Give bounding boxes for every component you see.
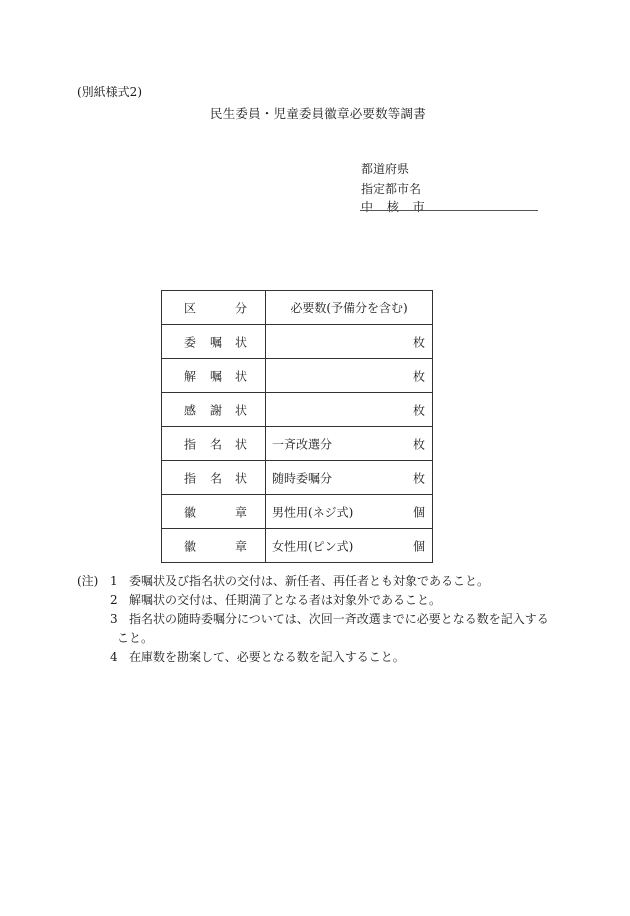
table-row [162,325,433,359]
table-row [162,393,433,427]
note-text: 解嘱状の交付は、任期満了となる者は対象外であること。 [129,593,442,607]
note-text: 在庫数を勘案して、必要となる数を記入すること。 [129,650,405,664]
note-text: こと。 [117,631,154,645]
note-number: 1 [110,574,118,588]
category-char: 委 [184,335,197,349]
quantity-cell[interactable] [266,393,433,427]
category-char: 嘱 [210,369,223,383]
quantity-cell[interactable] [266,325,433,359]
quantity-cell[interactable] [266,359,433,393]
unit-label: 枚 [412,471,425,485]
unit-label: 枚 [412,437,425,451]
required-quantity-table [161,290,433,563]
quantity-desc: 男性用(ネジ式) [272,505,354,519]
header-char: 分 [235,301,248,315]
table-header-row [162,291,433,325]
note-text: 委嘱状及び指名状の交付は、新任者、再任者とも対象であること。 [129,574,490,588]
note-number: 2 [110,593,118,607]
core-city-underline [360,210,538,211]
unit-label: 枚 [412,403,425,417]
header-char: 区 [184,301,197,315]
category-char: 状 [235,471,248,485]
unit-label: 枚 [412,369,425,383]
unit-label: 個 [412,539,425,553]
category-char: 状 [235,403,248,417]
table-row [162,495,433,529]
category-char: 状 [235,369,248,383]
category-char: 謝 [210,403,223,417]
category-char: 名 [210,437,223,451]
required-header: 必要数(予備分を含む) [266,291,433,325]
unit-label: 個 [412,505,425,519]
category-char: 嘱 [210,335,223,349]
category-char: 章 [235,539,248,553]
category-char: 解 [184,369,197,383]
note-number: 4 [110,650,118,664]
table-row [162,529,433,563]
category-char: 章 [235,505,248,519]
note-number: 3 [110,612,118,626]
quantity-desc: 一斉改選分 [272,437,333,451]
quantity-cell[interactable] [266,427,433,461]
quantity-desc: 随時委嘱分 [272,471,333,485]
quantity-cell[interactable] [266,461,433,495]
designated-city-label: 指定都市名 [361,182,422,196]
quantity-cell[interactable] [266,529,433,563]
notes-lead: (注) [77,574,99,588]
category-char: 指 [184,471,197,485]
document-title: 民生委員・児童委員徽章必要数等調書 [210,106,426,121]
prefecture-label: 都道府県 [361,162,410,176]
quantity-desc: 女性用(ピン式) [272,539,354,553]
table-row [162,427,433,461]
table-row [162,461,433,495]
category-char: 感 [184,403,197,417]
unit-label: 枚 [412,335,425,349]
form-label: (別紙様式2) [77,85,142,99]
category-char: 徽 [184,539,197,553]
category-char: 指 [184,437,197,451]
category-char: 徽 [184,505,197,519]
note-text: 指名状の随時委嘱分については、次回一斉改選までに必要となる数を記入する [129,612,549,626]
category-char: 状 [235,335,248,349]
table-row [162,359,433,393]
category-char: 名 [210,471,223,485]
quantity-cell[interactable] [266,495,433,529]
category-char: 状 [235,437,248,451]
category-header [162,291,266,325]
core-city-label: 中 核 市 [361,200,430,214]
